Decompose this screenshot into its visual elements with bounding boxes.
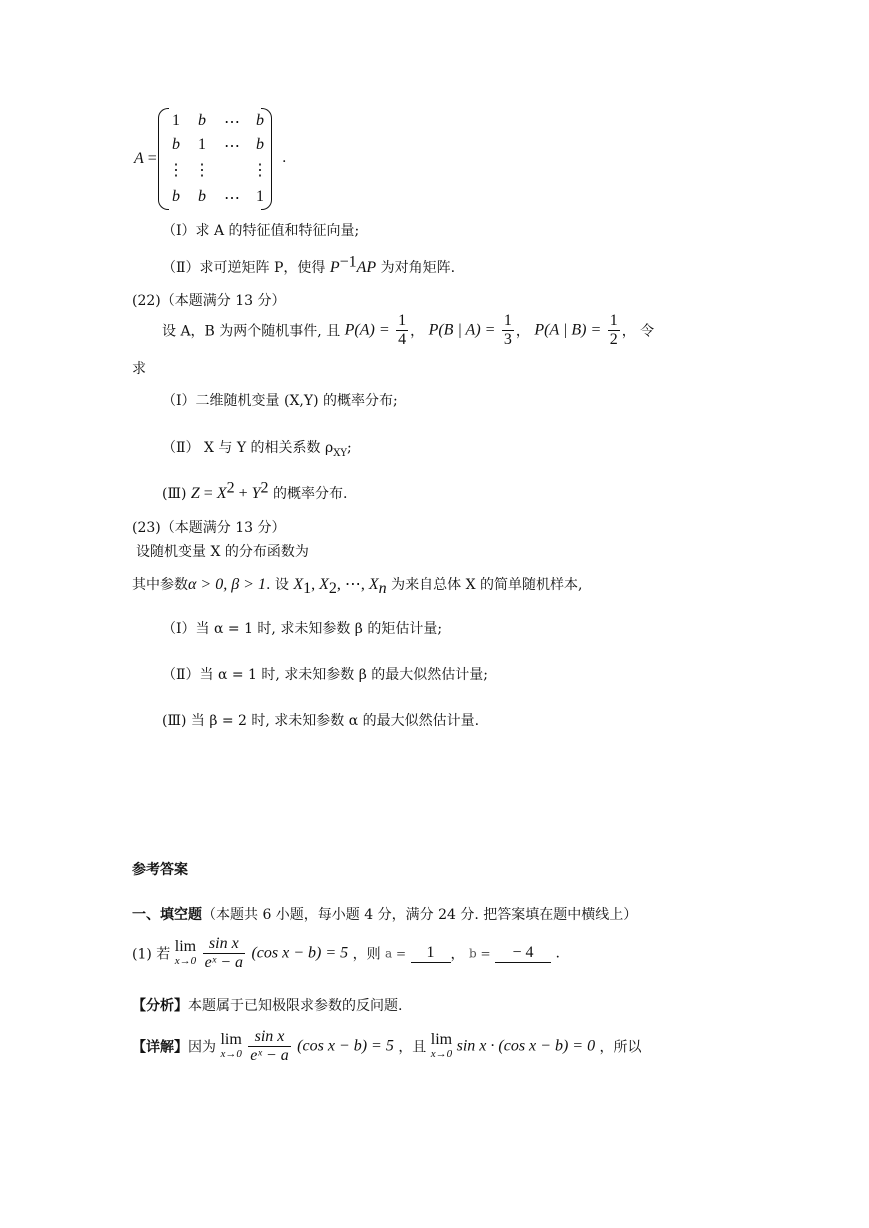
lim-detail-2: lim x→0 [430,1030,453,1060]
answers-title: 参考答案 [132,862,188,878]
matrix-cell: ⋮ [168,162,184,179]
matrix-cell: b [256,112,264,129]
matrix-cell: 1 [256,188,264,205]
q23-part1: （Ⅰ）当 α = 1 时, 求未知参数 β 的矩估计量; [162,621,443,637]
q22-ask: 求 [132,361,146,377]
q1-line: (1) 若 lim x→0 $\frac{\text{sin x}}{\text{eˣ − a}}$ (cos x − b) = 5 ，则 a = 1 ， b = − 4 . [132,935,560,971]
section1-heading: 一、填空题（本题共 6 小题，每小题 4 分，满分 24 分. 把答案填在题中横线上） [132,907,638,923]
matrix-cell: b [256,136,264,153]
lim-detail-1: lim x→0 [220,1030,242,1060]
frac-p-a: $\frac{1}{4}$ [398,312,407,348]
matrix-cell: ⋮ [252,162,268,179]
q21-part1: （Ⅰ）求 A 的特征值和特征向量; [162,223,360,239]
detail-line: 【详解】因为 lim x→0 $\frac{\text{sin x}}{\text{eˣ − a}}$ (cos x − b) = 5 ，且 lim x→0 sin x · (cos x − b) = 0 ，所以 [132,1028,642,1064]
analysis-line: 【分析】本题属于已知极限求参数的反问题. [132,998,403,1014]
q22-header: (22)（本题满分 13 分） [132,293,286,309]
matrix-cell: ⋮ [194,162,210,179]
q23-part3: (Ⅲ) 当 β = 2 时, 求未知参数 α 的最大似然估计量. [162,713,480,729]
q23-header: (23)（本题满分 13 分） [132,520,286,536]
q22-part1: （Ⅰ）二维随机变量 (X,Y) 的概率分布; [162,393,398,409]
matrix-cell: b [172,136,180,153]
q23-part2: （Ⅱ）当 α = 1 时, 求未知参数 β 的最大似然估计量; [162,667,489,683]
matrix-period: . [282,150,287,166]
frac-q1: $\frac{\text{sin x}}{\text{eˣ − a}}$ [204,935,243,971]
matrix-cell: 1 [172,112,180,129]
q22-part3: (Ⅲ) $Z = X^2 + Y^2$ 的概率分布. [162,479,348,502]
matrix-cell: b [198,188,206,205]
matrix-cell: ⋯ [224,190,240,207]
answer-a-blank: 1 [411,944,451,963]
q23-intro: 设随机变量 X 的分布函数为 [136,544,309,560]
lim-q1: lim x→0 [174,937,197,967]
matrix-name: A = [134,150,157,167]
q23-params: 其中参数α > 0, β > 1. 设 $X_1$, $X_2$, ⋯, $X_n$ 为来自总体 X 的简单随机样本, [132,576,583,597]
frac-detail: $\frac{\text{sin x}}{\text{eˣ − a}}$ [250,1028,289,1064]
matrix-a [158,108,272,208]
frac-p-ba: $\frac{1}{3}$ [503,312,512,348]
q22-part2: （Ⅱ） X 与 Y 的相关系数 $\rho_{XY}$; [162,440,352,459]
matrix-cell: b [172,188,180,205]
matrix-cell: 1 [198,136,206,153]
matrix-cell: ⋯ [224,114,240,131]
matrix-cell: ⋯ [224,138,240,155]
q22-intro: 设 A，B 为两个随机事件, 且 P(A) = $\frac{1}{4}$ ， P(B | A) = $\frac{1}{3}$ ， P(A | B) = $\frac{1}{2}$ ， 令 [162,312,655,348]
frac-p-ab: $\frac{1}{2}$ [609,312,618,348]
answer-b-blank: − 4 [495,944,551,963]
matrix-cell: b [198,112,206,129]
q21-part2: （Ⅱ）求可逆矩阵 P，使得 $P^{-1}AP$ 为对角矩阵. [162,253,456,276]
